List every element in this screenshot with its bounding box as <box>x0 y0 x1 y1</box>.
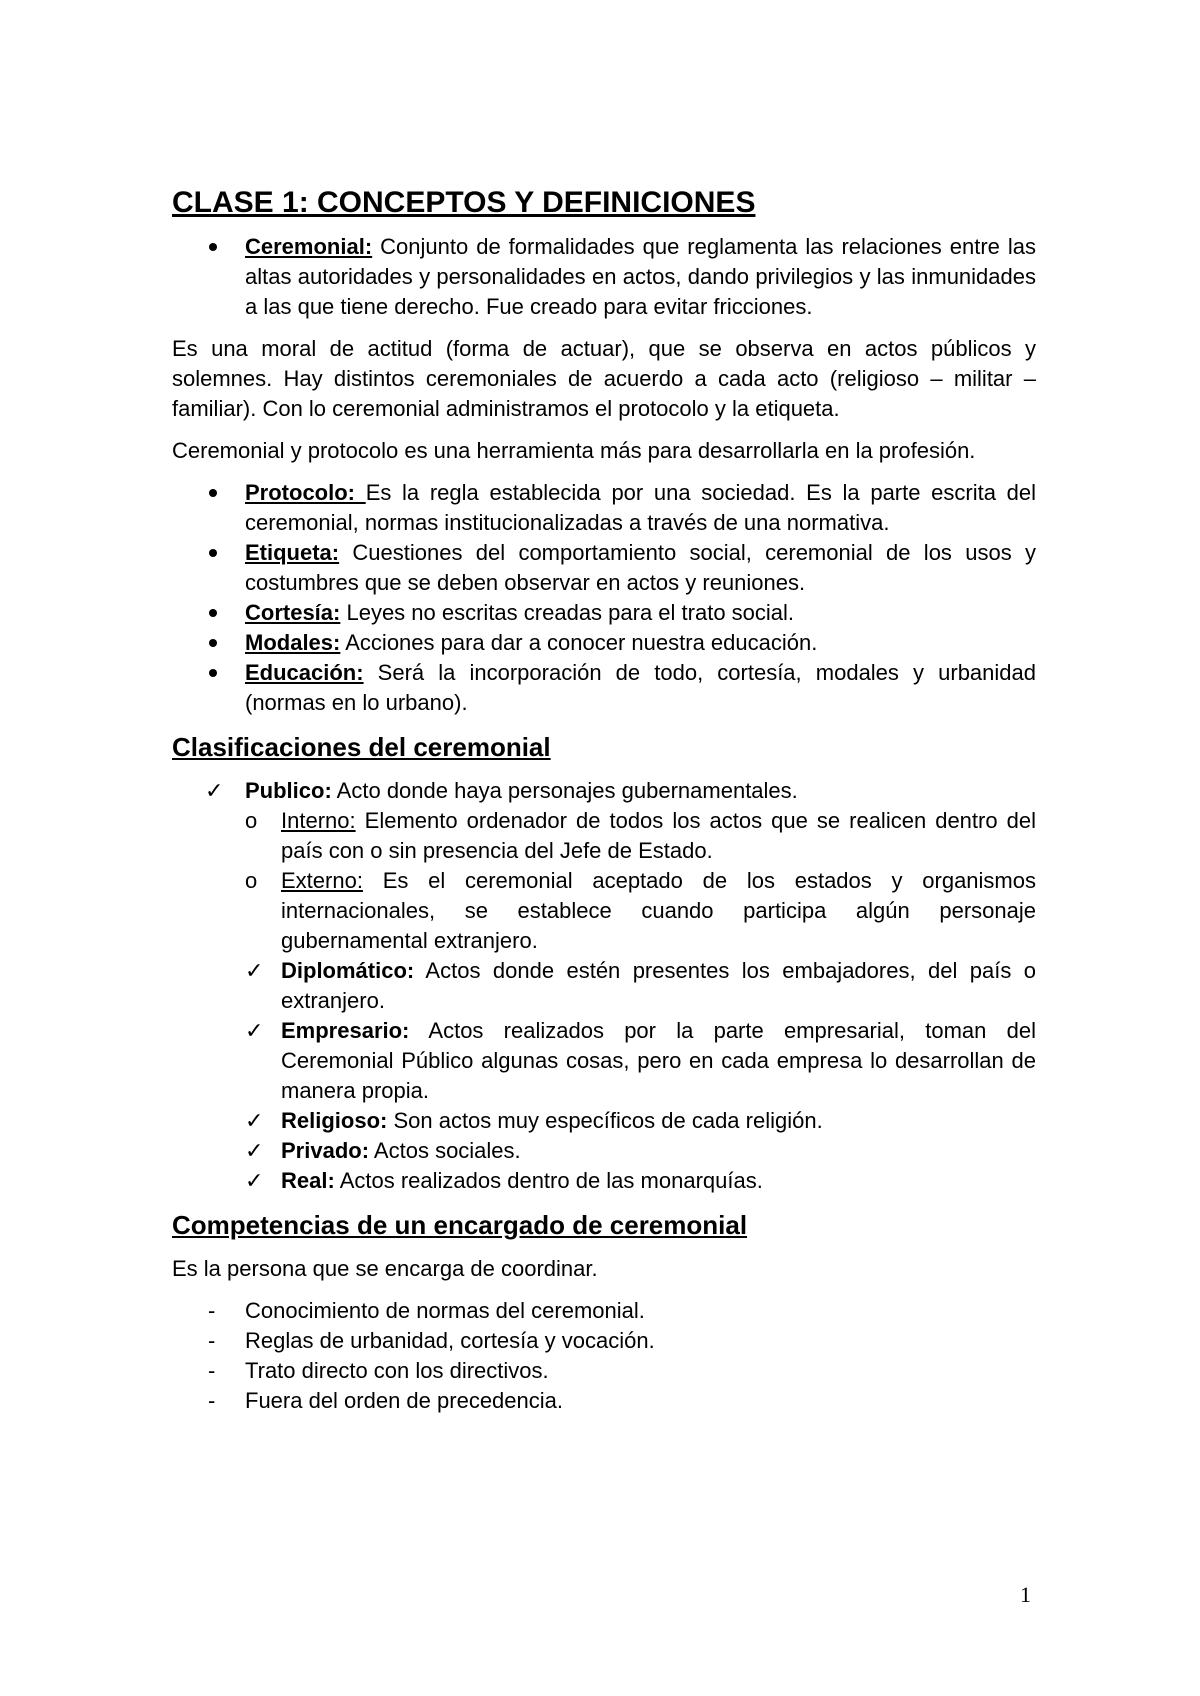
section-heading: Clasificaciones del ceremonial <box>172 732 551 762</box>
paragraph: Es una moral de actitud (forma de actuar), que se observa en actos públicos y solemnes. Hay distintos ceremoniales de acuerdo a cada acto (religioso – militar – familiar). Con lo ceremonial administramos el protocolo y la etiqueta. <box>172 336 1036 421</box>
dash-bullet-icon: - <box>208 1388 216 1413</box>
classification-list <box>172 776 1036 1196</box>
page-title: CLASE 1: CONCEPTOS Y DEFINICIONES <box>172 186 756 219</box>
list-item <box>172 1296 1036 1326</box>
sub-list-item <box>172 806 1036 866</box>
definition: Actos realizados por la parte empresarial, toman del Ceremonial Público algunas cosas, pero en cada empresa lo desarrollan de manera propia. <box>281 1018 1036 1103</box>
definition: Conjunto de formalidades que reglamenta las relaciones entre las altas autoridades y personalidades en actos, dando privilegios y las inmunidades a las que tiene derecho. Fue creado para evitar fricciones. <box>245 234 1036 319</box>
sub-list-item <box>172 956 1036 1016</box>
document-page <box>172 184 1036 1428</box>
definition: Actos donde estén presentes los embajadores, del país o extranjero. <box>281 958 1036 1013</box>
list-item <box>172 598 1036 628</box>
term: Publico: <box>245 778 332 803</box>
list-item <box>172 776 1036 806</box>
paragraph: Ceremonial y protocolo es una herramienta más para desarrollarla en la profesión. <box>172 438 976 463</box>
definitions-list <box>172 478 1036 718</box>
sub-list-item <box>172 1106 1036 1136</box>
dash-bullet-icon: - <box>208 1358 216 1383</box>
definition: Acto donde haya personajes gubernamentales. <box>331 778 798 803</box>
term: Modales: <box>245 630 341 655</box>
dash-bullet-icon: - <box>208 1298 216 1323</box>
list-item <box>172 232 1036 322</box>
paragraph: Es la persona que se encarga de coordinar. <box>172 1256 598 1281</box>
term: Empresario: <box>281 1018 410 1043</box>
list-item <box>172 1326 1036 1356</box>
list-item <box>172 1386 1036 1416</box>
checkmark-icon: ✓ <box>245 1018 264 1043</box>
checkmark-icon: ✓ <box>245 1168 264 1193</box>
term: Educación: <box>245 660 364 685</box>
item-text: Trato directo con los directivos. <box>245 1358 549 1383</box>
term: Ceremonial: <box>245 234 373 259</box>
list-item <box>172 478 1036 538</box>
term: Cortesía: <box>245 600 341 625</box>
section-heading: Competencias de un encargado de ceremonial <box>172 1210 748 1240</box>
definition: Es el ceremonial aceptado de los estados y organismos internacionales, se establece cuando participa algún personaje gubernamental extranjero. <box>281 868 1036 953</box>
intro-list <box>172 232 1036 322</box>
item-text: Fuera del orden de precedencia. <box>245 1388 563 1413</box>
circle-bullet-icon: o <box>245 808 258 833</box>
sub-list-item <box>172 866 1036 956</box>
term: Protocolo: <box>245 480 366 505</box>
definition: Elemento ordenador de todos los actos que se realicen dentro del país con o sin presencia del Jefe de Estado. <box>281 808 1036 863</box>
term: Privado: <box>281 1138 370 1163</box>
dash-bullet-icon: - <box>208 1328 216 1353</box>
term: Interno: <box>281 808 356 833</box>
definition: Actos sociales. <box>369 1138 521 1163</box>
term: Diplomático: <box>281 958 415 983</box>
item-text: Conocimiento de normas del ceremonial. <box>245 1298 645 1323</box>
definition: Es la regla establecida por una sociedad. Es la parte escrita del ceremonial, normas institucionalizadas a través de una normativa. <box>245 480 1037 535</box>
circle-bullet-icon: o <box>245 868 258 893</box>
item-text: Reglas de urbanidad, cortesía y vocación. <box>245 1328 655 1353</box>
definition: Cuestiones del comportamiento social, ceremonial de los usos y costumbres que se deben observar en actos y reuniones. <box>245 540 1036 595</box>
definition: Leyes no escritas creadas para el trato social. <box>340 600 795 625</box>
definition: Será la incorporación de todo, cortesía, modales y urbanidad (normas en lo urbano). <box>245 660 1036 715</box>
definition: Acciones para dar a conocer nuestra educación. <box>340 630 818 655</box>
checkmark-icon: ✓ <box>205 778 224 803</box>
definition: Actos realizados dentro de las monarquías. <box>334 1168 763 1193</box>
term: Externo: <box>281 868 363 893</box>
list-item <box>172 628 1036 658</box>
sub-list-item <box>172 1166 1036 1196</box>
sub-list-item <box>172 1136 1036 1166</box>
page-number: 1 <box>1020 1582 1031 1607</box>
term: Etiqueta: <box>245 540 340 565</box>
term: Religioso: <box>281 1108 388 1133</box>
checkmark-icon: ✓ <box>245 1108 264 1133</box>
list-item <box>172 658 1036 718</box>
competencias-list <box>172 1296 1036 1416</box>
definition: Son actos muy específicos de cada religión. <box>387 1108 823 1133</box>
checkmark-icon: ✓ <box>245 1138 264 1163</box>
term: Real: <box>281 1168 335 1193</box>
list-item <box>172 1356 1036 1386</box>
checkmark-icon: ✓ <box>245 958 264 983</box>
list-item <box>172 538 1036 598</box>
sub-list-item <box>172 1016 1036 1106</box>
